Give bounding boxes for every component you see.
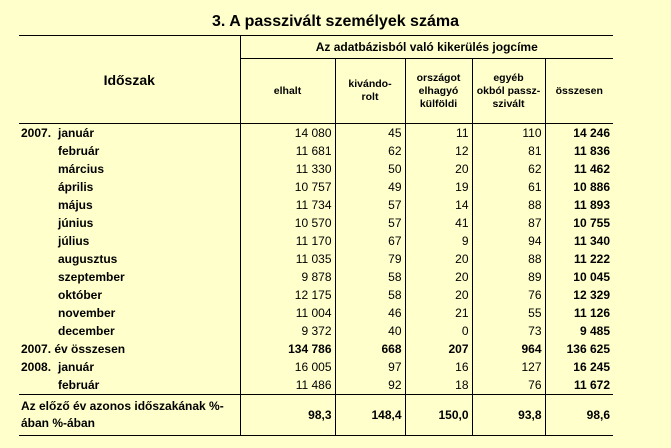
cell-egyeb: 89	[472, 268, 545, 286]
cell-orszagot-elhagyo: 0	[405, 322, 472, 340]
cell-orszagot-elhagyo: 19	[405, 178, 472, 196]
table-row	[19, 232, 613, 250]
table-row	[19, 124, 613, 143]
cell-elhalt: 134 786	[240, 340, 335, 358]
row-month: szeptember	[58, 270, 125, 284]
cell-kivandorolt: 58	[335, 268, 405, 286]
cell-osszesen: 10 886	[573, 180, 610, 194]
comparison-elhalt: 98,3	[240, 395, 335, 436]
table-title: 3. A passzivált személyek száma	[212, 13, 459, 30]
cell-kivandorolt: 46	[335, 304, 405, 322]
cell-osszesen: 11 222	[573, 252, 610, 266]
cell-elhalt: 11 170	[240, 232, 335, 250]
row-month: október	[58, 288, 103, 302]
cell-kivandorolt: 49	[335, 178, 405, 196]
table-row	[19, 322, 613, 340]
table-row	[19, 304, 613, 322]
row-month: február	[58, 378, 100, 392]
cell-elhalt: 12 175	[240, 286, 335, 304]
cell-elhalt: 11 330	[240, 160, 335, 178]
cell-orszagot-elhagyo: 20	[405, 250, 472, 268]
cell-orszagot-elhagyo: 14	[405, 196, 472, 214]
table-row	[19, 142, 613, 160]
row-month: március	[58, 162, 105, 176]
total-row	[19, 340, 613, 358]
cell-egyeb: 76	[472, 286, 545, 304]
row-year: 2008.	[21, 360, 52, 374]
table-row	[19, 358, 613, 376]
cell-orszagot-elhagyo: 41	[405, 214, 472, 232]
period-header: Időszak	[19, 36, 240, 124]
cell-egyeb: 61	[472, 178, 545, 196]
comparison-label: Az előző év azonos időszakának %-ában %-ában	[19, 395, 240, 436]
comparison-kivandorolt: 148,4	[335, 395, 405, 436]
cell-orszagot-elhagyo: 20	[405, 268, 472, 286]
cell-kivandorolt: 79	[335, 250, 405, 268]
table-row	[19, 196, 613, 214]
cell-kivandorolt: 50	[335, 160, 405, 178]
cell-egyeb: 88	[472, 250, 545, 268]
cell-osszesen: 9 485	[579, 324, 610, 338]
cell-kivandorolt: 92	[335, 376, 405, 395]
cell-orszagot-elhagyo: 9	[405, 232, 472, 250]
cell-osszesen: 11 672	[573, 378, 610, 392]
cell-elhalt: 16 005	[240, 358, 335, 376]
cell-kivandorolt: 57	[335, 214, 405, 232]
cell-egyeb: 87	[472, 214, 545, 232]
cell-orszagot-elhagyo: 21	[405, 304, 472, 322]
cell-egyeb: 73	[472, 322, 545, 340]
cell-osszesen: 12 329	[573, 288, 610, 302]
cell-orszagot-elhagyo: 16	[405, 358, 472, 376]
cell-kivandorolt: 97	[335, 358, 405, 376]
cell-osszesen: 11 126	[573, 306, 610, 320]
cell-egyeb: 110	[472, 124, 545, 143]
cell-elhalt: 9 372	[240, 322, 335, 340]
cell-kivandorolt: 45	[335, 124, 405, 143]
cell-elhalt: 11 734	[240, 196, 335, 214]
row-month: december	[58, 324, 115, 338]
comparison-orszagot-elhagyo: 150,0	[405, 395, 472, 436]
cell-elhalt: 14 080	[240, 124, 335, 143]
row-month: augusztus	[58, 252, 118, 266]
comparison-osszesen: 98,6	[545, 395, 613, 436]
cell-egyeb: 62	[472, 160, 545, 178]
table-row	[19, 376, 613, 395]
table-row	[19, 268, 613, 286]
column-header-kivandorolt: kivándo- rolt	[335, 59, 405, 124]
cell-kivandorolt: 58	[335, 286, 405, 304]
column-header-orszagot-elhagyo: országot elhagyó külföldi	[405, 59, 472, 124]
cell-egyeb: 964	[472, 340, 545, 358]
cell-elhalt: 10 757	[240, 178, 335, 196]
cell-osszesen: 16 245	[573, 360, 610, 374]
cell-osszesen: 11 462	[573, 162, 610, 176]
cell-orszagot-elhagyo: 11	[405, 124, 472, 143]
cell-egyeb: 81	[472, 142, 545, 160]
cell-elhalt: 11 681	[240, 142, 335, 160]
row-month: február	[58, 144, 100, 158]
cell-kivandorolt: 67	[335, 232, 405, 250]
column-header-elhalt: elhalt	[240, 59, 335, 124]
cell-egyeb: 127	[472, 358, 545, 376]
row-label: 2007. év összesen	[21, 342, 126, 356]
row-month: január	[58, 126, 95, 140]
cell-elhalt: 11 004	[240, 304, 335, 322]
column-header-osszesen: összesen	[545, 59, 613, 124]
cell-elhalt: 9 878	[240, 268, 335, 286]
group-header: Az adatbázisból való kikerülés jogcíme	[240, 36, 613, 59]
table-row	[19, 286, 613, 304]
cell-egyeb: 94	[472, 232, 545, 250]
cell-osszesen: 14 246	[545, 124, 613, 143]
row-month: június	[58, 216, 94, 230]
cell-orszagot-elhagyo: 207	[405, 340, 472, 358]
cell-egyeb: 76	[472, 376, 545, 395]
cell-kivandorolt: 668	[335, 340, 405, 358]
cell-osszesen: 136 625	[566, 342, 610, 356]
cell-kivandorolt: 57	[335, 196, 405, 214]
cell-kivandorolt: 62	[335, 142, 405, 160]
passive-persons-table	[19, 35, 613, 436]
comparison-row	[19, 395, 613, 436]
row-month: május	[58, 198, 93, 212]
cell-osszesen: 11 893	[573, 198, 610, 212]
cell-osszesen: 11 340	[573, 234, 610, 248]
cell-egyeb: 88	[472, 196, 545, 214]
column-header-egyeb: egyéb okból passz- szivált	[472, 59, 545, 124]
cell-kivandorolt: 40	[335, 322, 405, 340]
row-year: 2007.	[21, 126, 52, 140]
row-month: július	[58, 234, 90, 248]
comparison-egyeb: 93,8	[472, 395, 545, 436]
cell-orszagot-elhagyo: 20	[405, 286, 472, 304]
row-month: január	[58, 360, 95, 374]
row-month: november	[58, 306, 116, 320]
table-row	[19, 214, 613, 232]
table-row	[19, 250, 613, 268]
row-month: április	[58, 180, 94, 194]
cell-orszagot-elhagyo: 18	[405, 376, 472, 395]
cell-osszesen: 11 836	[573, 144, 610, 158]
cell-osszesen: 10 755	[573, 216, 610, 230]
cell-osszesen: 10 045	[573, 270, 610, 284]
cell-orszagot-elhagyo: 12	[405, 142, 472, 160]
cell-egyeb: 55	[472, 304, 545, 322]
cell-orszagot-elhagyo: 20	[405, 160, 472, 178]
table-row	[19, 178, 613, 196]
cell-elhalt: 11 486	[240, 376, 335, 395]
table-row	[19, 160, 613, 178]
cell-elhalt: 11 035	[240, 250, 335, 268]
cell-elhalt: 10 570	[240, 214, 335, 232]
